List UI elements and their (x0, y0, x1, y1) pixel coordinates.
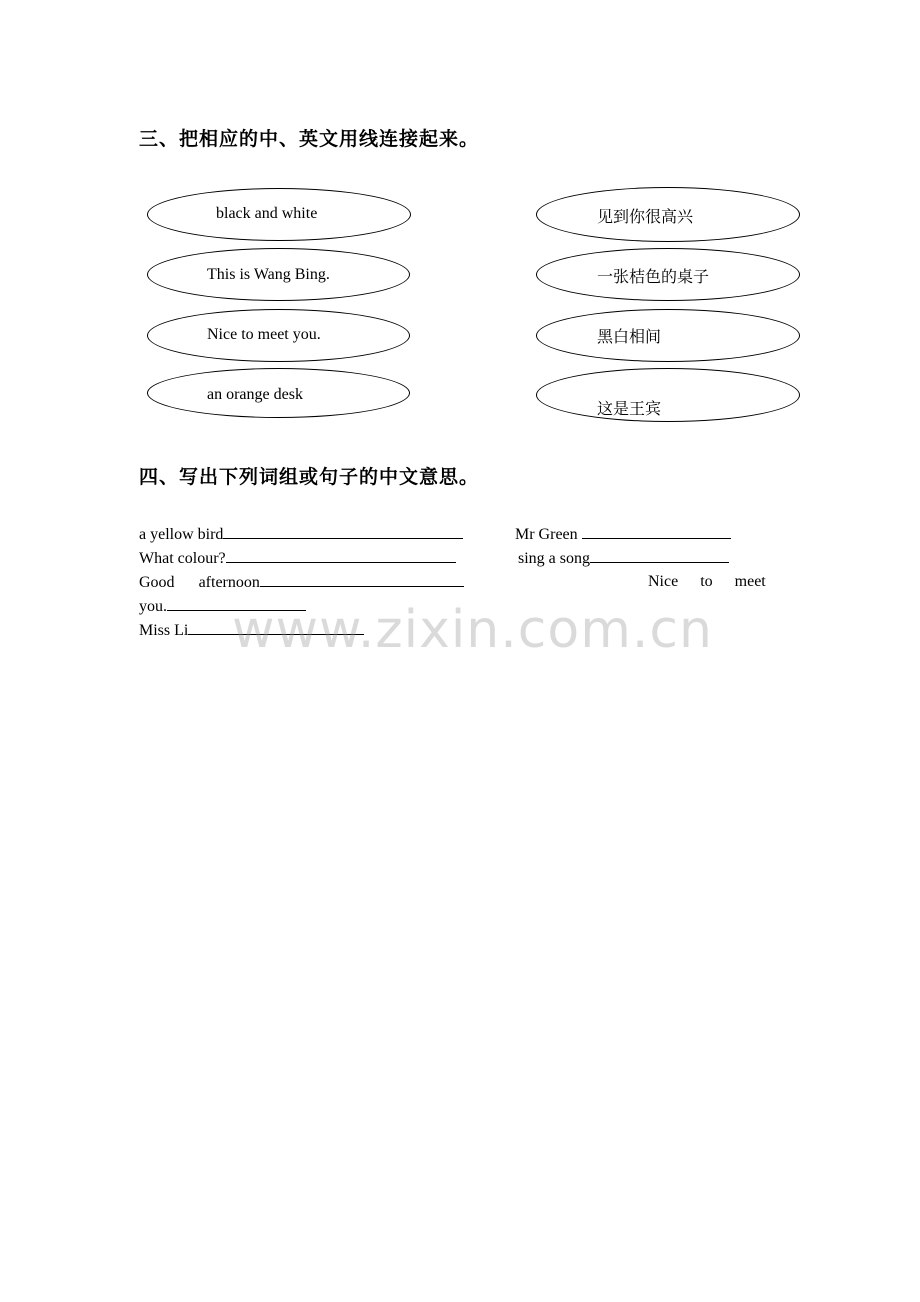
item-prompt: a yellow bird (139, 526, 224, 543)
english-phrase: black and white (216, 205, 318, 222)
chinese-oval-3[interactable] (536, 309, 800, 362)
item-prompt: meet (734, 573, 766, 590)
item-nice-to-meet (648, 572, 766, 592)
chinese-phrase: 黑白相间 (597, 327, 662, 346)
item-prompt: Miss Li (139, 622, 189, 639)
item-prompt: Good (139, 574, 175, 591)
chinese-phrase: 见到你很高兴 (597, 207, 694, 226)
chinese-oval-1[interactable] (536, 187, 800, 242)
answer-blank[interactable] (226, 548, 456, 563)
english-oval-2[interactable] (147, 248, 410, 301)
section-4-heading: 四、写出下列词组或句子的中文意思。 (139, 466, 480, 488)
item-prompt: What colour? (139, 550, 226, 567)
item-prompt: sing a song (518, 550, 590, 567)
answer-blank[interactable] (223, 524, 463, 539)
item-prompt: you. (139, 598, 167, 615)
answer-blank[interactable] (188, 620, 364, 635)
item-yellow-bird (139, 524, 463, 545)
chinese-phrase: 一张桔色的桌子 (597, 267, 710, 286)
item-good-afternoon (139, 572, 464, 593)
item-sing-song (518, 548, 729, 569)
item-nice-to-meet-cont (139, 596, 306, 617)
answer-blank[interactable] (582, 524, 731, 539)
item-mr-green (515, 524, 731, 545)
item-prompt: to (700, 573, 713, 590)
watermark: www.zixin.com.cn (232, 600, 713, 660)
english-oval-1[interactable] (147, 188, 411, 241)
chinese-oval-2[interactable] (536, 248, 800, 301)
section-3-heading: 三、把相应的中、英文用线连接起来。 (139, 128, 480, 150)
chinese-phrase: 这是王宾 (597, 399, 662, 418)
item-what-colour (139, 548, 456, 569)
item-prompt: Mr Green (515, 526, 578, 543)
item-prompt: Nice (648, 573, 679, 590)
english-phrase: This is Wang Bing. (207, 266, 330, 283)
answer-blank[interactable] (260, 572, 464, 587)
item-miss-li (139, 620, 364, 641)
item-prompt: afternoon (198, 574, 260, 591)
english-phrase: Nice to meet you. (207, 326, 321, 343)
english-oval-3[interactable] (147, 309, 410, 362)
answer-blank[interactable] (167, 596, 306, 611)
english-phrase: an orange desk (207, 386, 303, 403)
chinese-oval-4[interactable] (536, 368, 800, 422)
answer-blank[interactable] (590, 548, 729, 563)
english-oval-4[interactable] (147, 368, 410, 418)
